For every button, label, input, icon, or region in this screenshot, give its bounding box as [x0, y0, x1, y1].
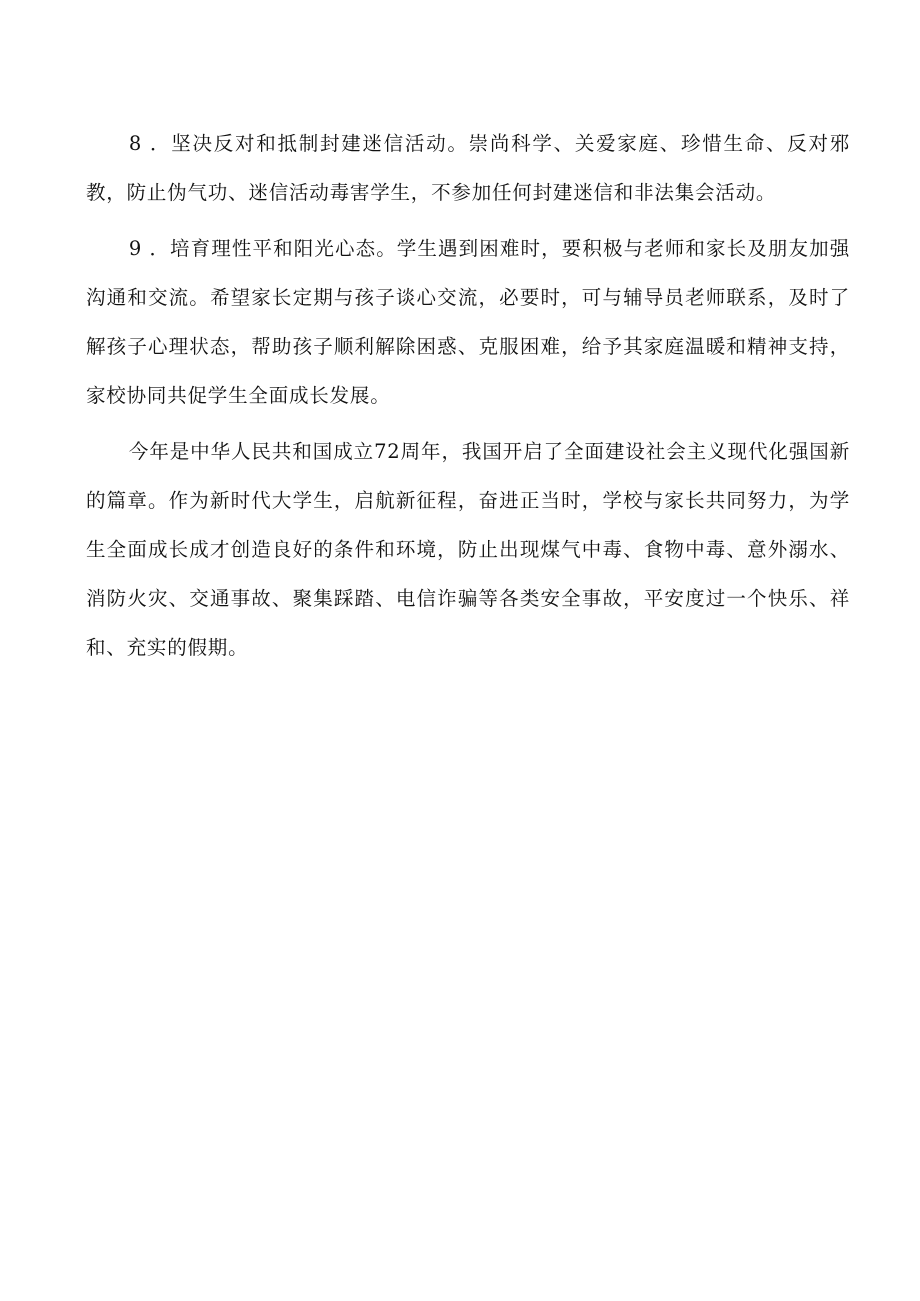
item-number: 8 — [128, 132, 143, 155]
document-body — [86, 119, 850, 672]
paragraph-text: ．培育理性平和阳光心态。学生遇到困难时，要积极与老师和家长及朋友加强沟通和交流。希望家长定期与孩子谈心交流，必要时，可与辅导员老师联系，及时了解孩子心理状态，帮助孩子顺利解除困惑、克服困难，给予其家庭温暖和精神支持，家校协同共促学生全面成长发展。 — [86, 237, 851, 407]
paragraph-item-8 — [86, 119, 850, 217]
paragraph-closing — [86, 427, 850, 672]
paragraph-text: 今年是中华人民共和国成立72周年，我国开启了全面建设社会主义现代化强国新的篇章。作为新时代大学生，启航新征程，奋进正当时，学校与家长共同努力，为学生全面成长成才创造良好的条件和环境，防止出现煤气中毒、食物中毒、意外溺水、消防火灾、交通事故、聚集踩踏、电信诈骗等各类安全事故，平安度过一个快乐、祥和、充实的假期。 — [86, 440, 850, 659]
item-number: 9 — [128, 237, 143, 260]
paragraph-item-9 — [86, 224, 850, 420]
paragraph-text: ．坚决反对和抵制封建迷信活动。崇尚科学、关爱家庭、珍惜生命、反对邪教，防止伪气功、迷信活动毒害学生，不参加任何封建迷信和非法集会活动。 — [86, 132, 850, 204]
